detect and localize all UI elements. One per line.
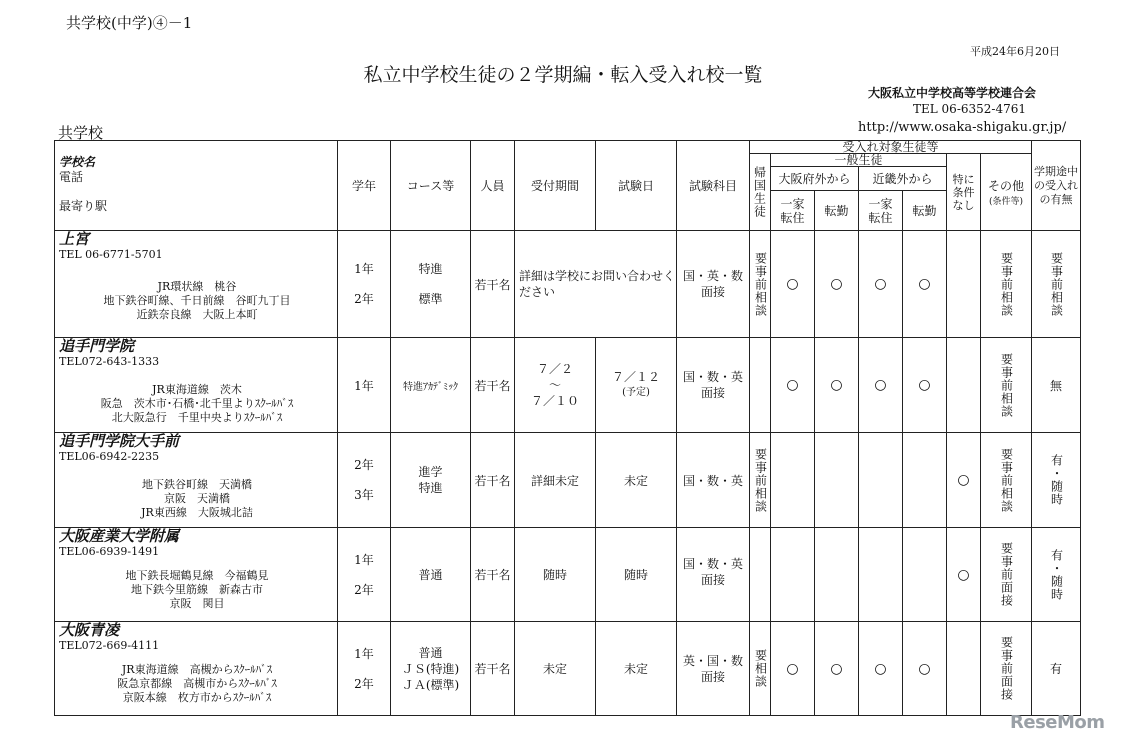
header-family-move-label: 一家転住 <box>868 196 893 225</box>
kinki-job-cell: ○ <box>903 231 947 338</box>
station-line: JR東西線 大阪城北詰 <box>141 506 253 519</box>
grade-cell <box>338 528 391 622</box>
table-row <box>55 433 1081 528</box>
returnee-cell <box>750 338 771 433</box>
other-cell <box>981 338 1032 433</box>
header-subjects: 試験科目 <box>677 141 750 231</box>
header-no-condition-label: 特に条件なし <box>952 172 975 212</box>
header-midterm <box>1032 141 1081 231</box>
period-text: 詳細は学校にお問い合わせください <box>519 269 676 299</box>
other-cell <box>981 433 1032 528</box>
subjects-cell <box>677 231 750 338</box>
school-name[interactable]: 大阪青凌 <box>59 621 120 639</box>
table-row <box>55 528 1081 622</box>
station-line: JR東海道線 高槻からｽｸｰﾙﾊﾞｽ <box>121 663 273 676</box>
header-osaka-family <box>771 191 815 231</box>
midterm-cell: 有 <box>1032 622 1081 716</box>
midterm-cell <box>1032 433 1081 528</box>
no-condition-cell <box>947 231 981 338</box>
capacity-cell: 若干名 <box>471 231 515 338</box>
header-phone: 電話 <box>59 170 84 184</box>
header-exam-date: 試験日 <box>596 141 677 231</box>
kinki-family-cell: ○ <box>859 231 903 338</box>
grade: 1年 <box>354 262 374 276</box>
returnee-cell <box>750 622 771 716</box>
association-url[interactable]: http://www.osaka-shigaku.gr.jp/ <box>858 120 1067 135</box>
course-cell <box>391 231 471 338</box>
station-line: 地下鉄谷町線、千日前線 谷町九丁目 <box>103 294 291 307</box>
kinki-job-cell: ○ <box>903 338 947 433</box>
subjects-cell <box>677 338 750 433</box>
header-station: 最寄り駅 <box>59 199 108 213</box>
course: 進学 <box>418 465 443 479</box>
subjects-cell <box>677 622 750 716</box>
other-cell <box>981 528 1032 622</box>
subject-line: 国・数・英 <box>682 473 743 488</box>
station-line: 北大阪急行 千里中央よりｽｸｰﾙﾊﾞｽ <box>111 411 283 424</box>
station-line: 地下鉄谷町線 天満橋 <box>142 478 252 491</box>
table-row <box>55 338 1081 433</box>
course: ＪＳ(特進) <box>401 661 460 676</box>
osaka-job-cell <box>815 433 859 528</box>
subject-line: 面接 <box>700 386 725 400</box>
association-tel: TEL 06-6352-4761 <box>913 102 1027 116</box>
header-from-kinki: 近畿外から <box>859 167 947 191</box>
exam-date-cell <box>596 338 677 433</box>
header-capacity: 人員 <box>471 141 515 231</box>
header-other-note: (条件等) <box>988 197 1024 207</box>
school-name[interactable]: 上宮 <box>59 230 90 248</box>
midterm-cell <box>1032 528 1081 622</box>
grade: 1年 <box>354 646 374 661</box>
header-kinki-job: 転勤 <box>903 191 947 231</box>
midterm-value: 要事前相談 <box>1049 251 1064 317</box>
osaka-family-cell: ○ <box>771 622 815 716</box>
midterm-value: 有・随時 <box>1049 454 1064 506</box>
other-value: 要事前相談 <box>999 251 1014 317</box>
station-line: 京阪本線 枚方市からｽｸｰﾙﾊﾞｽ <box>122 691 272 704</box>
course: 特進 <box>418 481 443 495</box>
header-period: 受付期間 <box>515 141 596 231</box>
course: 普通 <box>418 568 443 582</box>
other-value: 要事前面接 <box>999 542 1014 607</box>
association-name: 大阪私立中学校高等学校連合会 <box>868 86 1037 100</box>
subject-line: 英・国・数 <box>682 653 743 668</box>
school-tel: TEL06-6942-2235 <box>59 450 160 463</box>
grade: 2年 <box>354 582 374 597</box>
period-line: ～ <box>548 378 561 392</box>
no-condition-cell <box>947 622 981 716</box>
header-grade: 学年 <box>338 141 391 231</box>
station-line: JR東海道線 茨木 <box>152 383 242 396</box>
kinki-family-cell <box>859 433 903 528</box>
schools-table <box>54 140 1081 716</box>
school-tel: TEL 06-6771-5701 <box>59 248 163 261</box>
subject-line: 面接 <box>700 573 725 587</box>
exam-date-cell: 随時 <box>596 528 677 622</box>
school-cell <box>55 622 338 716</box>
kinki-family-cell: ○ <box>859 622 903 716</box>
header-general: 一般生徒 <box>771 154 947 167</box>
capacity-cell: 若干名 <box>471 433 515 528</box>
osaka-family-cell: ○ <box>771 338 815 433</box>
returnee-value: 要相談 <box>753 649 768 688</box>
period-cell <box>515 338 596 433</box>
grade-cell <box>338 231 391 338</box>
other-value: 要事前相談 <box>999 447 1014 513</box>
midterm-cell <box>1032 231 1081 338</box>
station-line: 地下鉄長堀鶴見線 今福鶴見 <box>125 569 269 582</box>
header-osaka-job: 転勤 <box>815 191 859 231</box>
grade: 1年 <box>354 552 374 567</box>
header-family-move-label: 一家転住 <box>780 196 805 225</box>
osaka-family-cell <box>771 528 815 622</box>
school-tel: TEL06-6939-1491 <box>59 545 160 558</box>
school-name[interactable]: 追手門学院 <box>59 337 135 355</box>
school-tel: TEL072-643-1333 <box>59 355 160 368</box>
school-cell <box>55 338 338 433</box>
document-label: 共学校(中学)④－1 <box>66 14 193 32</box>
course: ＪＡ(標準) <box>401 677 460 692</box>
other-value: 要事前相談 <box>999 352 1014 418</box>
course: 標準 <box>418 292 443 306</box>
returnee-cell <box>750 433 771 528</box>
header-kinki-family <box>859 191 903 231</box>
other-cell <box>981 231 1032 338</box>
period-line: ７／１０ <box>530 394 579 408</box>
school-cell <box>55 528 338 622</box>
period-line: ７／２ <box>536 362 573 376</box>
course: 特進 <box>418 262 443 276</box>
osaka-job-cell <box>815 528 859 622</box>
grade: 1年 <box>354 378 374 393</box>
period-cell <box>515 231 677 338</box>
osaka-family-cell: ○ <box>771 231 815 338</box>
osaka-job-cell: ○ <box>815 231 859 338</box>
subject-line: 面接 <box>700 285 725 299</box>
header-other-label: その他 <box>987 179 1024 193</box>
subject-line: 面接 <box>700 669 725 684</box>
grade-cell <box>338 622 391 716</box>
subjects-cell <box>677 433 750 528</box>
course: 特進ｱｶﾃﾞﾐｯｸ <box>403 381 458 393</box>
header-target: 受入れ対象生徒等 <box>750 141 1032 154</box>
other-value: 要事前面接 <box>999 636 1014 701</box>
kinki-family-cell <box>859 528 903 622</box>
exam-date-line: ７／１２ <box>611 370 660 384</box>
header-other <box>981 154 1032 231</box>
osaka-job-cell: ○ <box>815 338 859 433</box>
header-midterm-label: 学期途中の受入れの有無 <box>1034 164 1078 206</box>
subject-line: 国・英・数 <box>682 269 743 283</box>
midterm-cell: 無 <box>1032 338 1081 433</box>
returnee-cell <box>750 231 771 338</box>
school-tel: TEL072-669-4111 <box>59 639 160 652</box>
subject-line: 国・数・英 <box>682 557 743 571</box>
course-cell <box>391 338 471 433</box>
table-row <box>55 622 1081 716</box>
period-cell: 詳細未定 <box>515 433 596 528</box>
course: 普通 <box>418 645 443 660</box>
osaka-job-cell: ○ <box>815 622 859 716</box>
no-condition-cell <box>947 338 981 433</box>
subject-line: 国・数・英 <box>682 370 743 384</box>
document-title: 私立中学校生徒の２学期編・転入受入れ校一覧 <box>363 64 763 86</box>
document-date: 平成24年6月20日 <box>970 45 1060 58</box>
course-cell <box>391 622 471 716</box>
exam-date-note: (予定) <box>622 387 650 398</box>
osaka-family-cell <box>771 433 815 528</box>
returnee-cell <box>750 528 771 622</box>
school-cell <box>55 231 338 338</box>
grade: 3年 <box>354 488 374 502</box>
station-line: 京阪 天満橋 <box>164 492 230 505</box>
grade: 2年 <box>354 458 374 472</box>
station-line: 阪急 茨木市･石橋･北千里よりｽｸｰﾙﾊﾞｽ <box>100 397 294 410</box>
exam-date-cell: 未定 <box>596 622 677 716</box>
header-school-info <box>55 141 338 231</box>
grade-cell <box>338 338 391 433</box>
returnee-value: 要事前相談 <box>753 447 768 513</box>
header-no-condition <box>947 154 981 231</box>
kinki-job-cell <box>903 433 947 528</box>
grade-cell <box>338 433 391 528</box>
no-condition-cell: ○ <box>947 528 981 622</box>
school-cell <box>55 433 338 528</box>
header-from-osaka: 大阪府外から <box>771 167 859 191</box>
school-name[interactable]: 追手門学院大手前 <box>59 432 180 450</box>
exam-date-cell: 未定 <box>596 433 677 528</box>
resemom-logo: ReseMom <box>1010 712 1105 733</box>
grade: 2年 <box>354 676 374 691</box>
header-school-name: 学校名 <box>59 155 96 169</box>
course-cell <box>391 528 471 622</box>
station-line: 阪急京都線 高槻市からｽｸｰﾙﾊﾞｽ <box>117 677 277 690</box>
kinki-job-cell: ○ <box>903 622 947 716</box>
header-returnee <box>750 154 771 231</box>
capacity-cell: 若干名 <box>471 528 515 622</box>
subjects-cell <box>677 528 750 622</box>
grade: 2年 <box>354 292 374 306</box>
period-cell: 随時 <box>515 528 596 622</box>
capacity-cell: 若干名 <box>471 622 515 716</box>
table-row <box>55 231 1081 338</box>
no-condition-cell: ○ <box>947 433 981 528</box>
header-returnee-label: 帰国生徒 <box>752 166 767 218</box>
station-line: 近鉄奈良線 大阪上本町 <box>136 308 258 321</box>
school-name[interactable]: 大阪産業大学附属 <box>59 527 180 545</box>
capacity-cell: 若干名 <box>471 338 515 433</box>
period-cell: 未定 <box>515 622 596 716</box>
course-cell <box>391 433 471 528</box>
midterm-value: 有・随時 <box>1049 548 1064 601</box>
section-label: 共学校 <box>58 124 104 142</box>
other-cell <box>981 622 1032 716</box>
station-line: JR環状線 桃谷 <box>157 280 237 293</box>
kinki-job-cell <box>903 528 947 622</box>
station-line: 京阪 関目 <box>169 597 225 610</box>
returnee-value: 要事前相談 <box>753 251 768 317</box>
header-course: コース等 <box>391 141 471 231</box>
station-line: 地下鉄今里筋線 新森古市 <box>131 583 263 596</box>
kinki-family-cell: ○ <box>859 338 903 433</box>
